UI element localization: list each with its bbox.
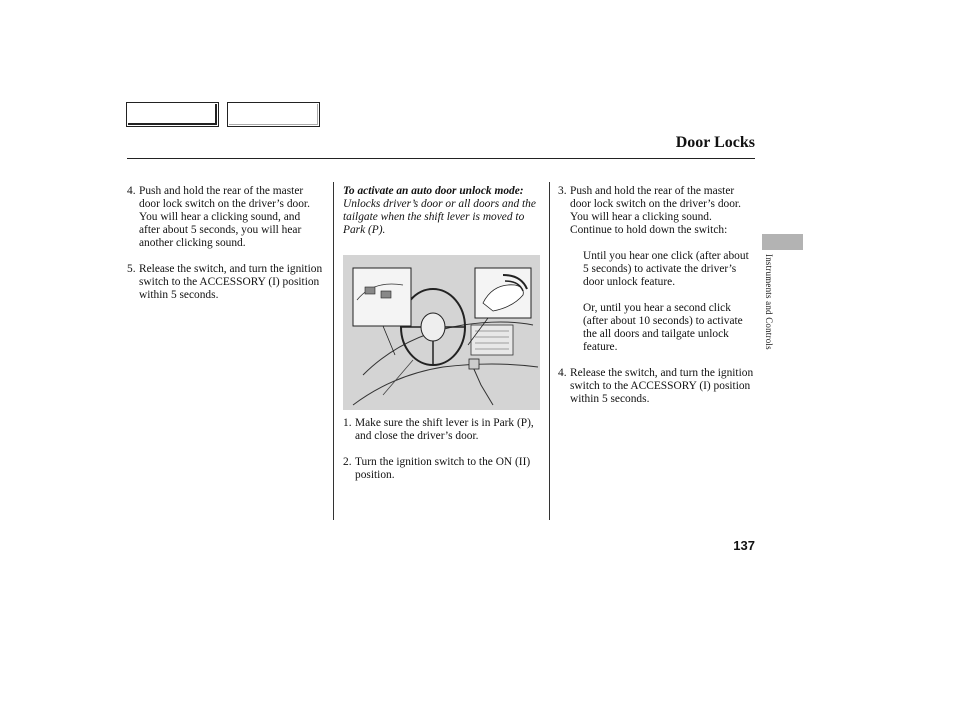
nav-button-previous[interactable] xyxy=(126,102,219,127)
section-subheading: Unlocks driver’s door or all doors and the tailgate when the shift lever is moved to Park (P). xyxy=(343,198,536,236)
sub-paragraph: Or, until you hear a second click (after about 10 seconds) to activate the all doors and tailgate unlock feature. xyxy=(583,302,743,353)
section-heading: To activate an auto door unlock mode: xyxy=(343,185,524,197)
list-item: 2. Turn the ignition switch to the ON (II) position. xyxy=(343,456,531,481)
column-divider xyxy=(333,182,334,520)
list-item: 4. Release the switch, and turn the ignition switch to the ACCESSORY (I) position within 5 seconds. xyxy=(558,367,754,405)
sub-paragraph: Until you hear one click (after about 5 seconds) to activate the driver’s door unlock feature. xyxy=(583,250,749,288)
column-divider xyxy=(549,182,550,520)
dashboard-illustration xyxy=(343,255,540,410)
header-rule xyxy=(127,158,755,159)
page-number: 137 xyxy=(733,538,755,553)
middle-column-header xyxy=(343,185,538,237)
section-side-label: Instruments and Controls xyxy=(764,254,774,350)
left-column xyxy=(127,185,323,315)
section-tab-marker xyxy=(762,234,803,250)
right-column xyxy=(558,185,756,419)
list-item: 4. Push and hold the rear of the master door lock switch on the driver’s door. You will hear a clicking sound, and after about 5 seconds, you will hear another clicking sound. xyxy=(127,185,310,249)
middle-column-steps xyxy=(343,417,540,495)
list-item: 1. Make sure the shift lever is in Park (P), and close the driver’s door. xyxy=(343,417,534,442)
steering-wheel-illustration-icon xyxy=(343,255,540,410)
page-title: Door Locks xyxy=(675,134,755,151)
list-item: 3. Push and hold the rear of the master door lock switch on the driver’s door. You will hear a clicking sound. Continue to hold down the switch: xyxy=(558,185,741,236)
list-item: 5. Release the switch, and turn the ignition switch to the ACCESSORY (I) position within 5 seconds. xyxy=(127,263,323,301)
nav-button-next[interactable] xyxy=(227,102,320,127)
